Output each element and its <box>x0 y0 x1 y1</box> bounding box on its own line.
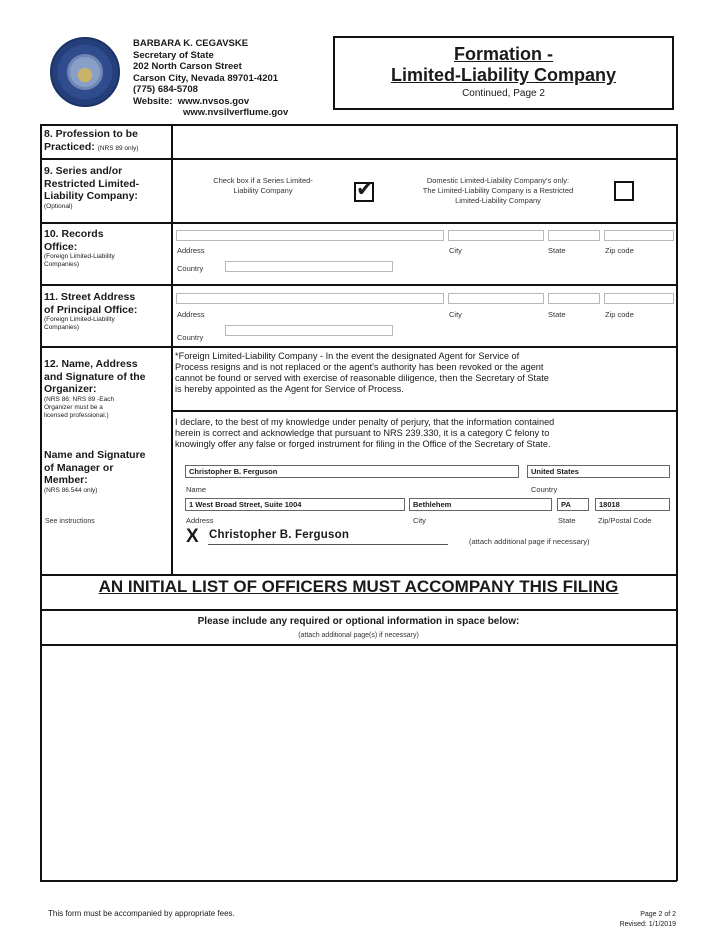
principal-country-label: Country <box>177 333 204 342</box>
organizer-city-input[interactable]: Bethlehem <box>409 498 552 511</box>
foreign-agent-paragraph: *Foreign Limited-Liability Company - In the event the designated Agent for Service of Process resigns and is not replaced or the agent's authority has been revoked or the agent cannot be found or served with exercise of reasonable diligence, then the Secretary of State is hereby appointed as the Agent for Service of Process. <box>175 351 549 394</box>
section10-label: 10. Records Office: (Foreign Limited-Liability Companies) <box>44 228 115 268</box>
records-zip-input[interactable] <box>604 230 674 241</box>
principal-state-label: State <box>548 310 566 319</box>
row11-bottom-rule <box>40 346 677 348</box>
principal-zip-label: Zip code <box>605 310 634 319</box>
organizer-name-input[interactable]: Christopher B. Ferguson <box>185 465 519 478</box>
declaration-paragraph: I declare, to the best of my knowledge under penalty of perjury, that the information contained herein is correct and acknowledge that pursuant to NRS 239.330, it is a category C felony to knowingly offer any false or forged instrument for filing in the Office of the Secretary of State. <box>175 417 555 449</box>
section9-label: 9. Series and/or Restricted Limited- Liability Company: (Optional) <box>44 165 140 210</box>
office-street: 202 North Carson Street <box>133 61 242 72</box>
organizer-zip-input[interactable]: 18018 <box>595 498 670 511</box>
office-phone: (775) 684-5708 <box>133 84 198 95</box>
principal-zip-input[interactable] <box>604 293 674 304</box>
section11-label: 11. Street Address of Principal Office: (Foreign Limited-Liability Companies) <box>44 291 138 331</box>
row10-bottom-rule <box>40 284 677 286</box>
fees-note: This form must be accompanied by appropriate fees. <box>48 909 235 918</box>
organizer-address-label: Address <box>186 516 214 525</box>
table-right-border <box>676 124 678 881</box>
organizer-name-label: Name <box>186 485 207 494</box>
website-link-2[interactable]: www.nvsilverflume.gov <box>183 107 289 118</box>
principal-address-label: Address <box>177 310 205 319</box>
form-continued: Continued, Page 2 <box>462 88 545 99</box>
records-address-input[interactable] <box>176 230 444 241</box>
office-city: Carson City, Nevada 89701-4201 <box>133 72 279 84</box>
principal-state-input[interactable] <box>548 293 600 304</box>
organizer-signature[interactable]: Christopher B. Ferguson <box>209 529 350 541</box>
table-left-border <box>40 124 42 881</box>
row9-bottom-rule <box>40 222 677 224</box>
principal-address-input[interactable] <box>176 293 444 304</box>
checkmark-icon: ✔ <box>356 178 374 201</box>
secretary-of-state-header <box>133 38 288 119</box>
revised-date: Revised: 1/1/2019 <box>619 921 676 928</box>
records-state-input[interactable] <box>548 230 600 241</box>
page-number: Page 2 of 2 <box>640 911 676 918</box>
principal-country-input[interactable] <box>225 325 393 336</box>
restricted-llc-checkbox[interactable] <box>614 181 634 201</box>
section12-label: 12. Name, Address and Signature of the Organizer: (NRS 86: NRS 89 -Each Organizer must be a licensed professional.) <box>44 358 146 419</box>
secretary-name: BARBARA K. CEGAVSKE <box>133 38 249 49</box>
series-llc-checkbox[interactable] <box>354 178 374 202</box>
organizer-state-label: State <box>558 516 576 525</box>
form-title-box <box>333 36 674 110</box>
secretary-office: Secretary of State <box>133 49 214 61</box>
records-address-label: Address <box>177 246 205 255</box>
additional-info-area[interactable] <box>42 647 674 879</box>
include-info-heading: Please include any required or optional information in space below: <box>197 616 520 627</box>
nevada-state-seal-icon <box>50 37 120 107</box>
organizer-country-input[interactable]: United States <box>527 465 670 478</box>
form-title-line1: Formation - <box>454 44 553 64</box>
manager-member-label: Name and Signature of Manager or Member: (NRS 86.544 only) <box>44 449 146 494</box>
records-city-label: City <box>449 246 462 255</box>
row12-bottom-rule <box>40 574 677 576</box>
table-bottom-rule <box>40 880 677 882</box>
principal-city-label: City <box>449 310 462 319</box>
organizer-country-label: Country <box>531 485 558 494</box>
attach-additional-page-note: (attach additional page if necessary) <box>469 537 590 546</box>
foreign-para-bottom-rule <box>171 410 677 412</box>
include-info-note: (attach additional page(s) if necessary) <box>298 632 419 639</box>
records-country-label: Country <box>177 264 204 273</box>
organizer-zip-label: Zip/Postal Code <box>598 516 652 525</box>
records-state-label: State <box>548 246 566 255</box>
banner-bottom-rule <box>40 609 677 611</box>
website-link-1[interactable]: www.nvsos.gov <box>177 95 250 107</box>
organizer-state-input[interactable]: PA <box>557 498 589 511</box>
initial-list-banner: AN INITIAL LIST OF OFFICERS MUST ACCOMPANY THIS FILING <box>98 577 619 596</box>
see-instructions: See instructions <box>45 518 95 525</box>
principal-city-input[interactable] <box>448 293 544 304</box>
records-city-input[interactable] <box>448 230 544 241</box>
signature-line <box>208 544 448 545</box>
records-zip-label: Zip code <box>605 246 634 255</box>
website-label: Website: <box>133 95 173 107</box>
organizer-address-input[interactable]: 1 West Broad Street, Suite 1004 <box>185 498 405 511</box>
table-top-rule <box>40 124 677 126</box>
form-title-line2: Limited-Liability Company <box>390 65 617 85</box>
profession-input[interactable] <box>174 127 674 156</box>
restricted-llc-text: Domestic Limited-Liability Company's only: The Limited-Liability Company is a Restricted Limited-Liability Company <box>422 176 574 205</box>
signature-x-mark: X <box>186 526 199 547</box>
organizer-city-label: City <box>413 516 426 525</box>
records-country-input[interactable] <box>225 261 393 272</box>
label-column-divider <box>171 124 173 574</box>
row8-bottom-rule <box>40 158 677 160</box>
section8-label: 8. Profession to be Practiced: (NRS 89 only) <box>44 128 139 153</box>
include-bottom-rule <box>40 644 677 646</box>
series-llc-text: Check box if a Series Limited- Liability Company <box>213 176 313 195</box>
